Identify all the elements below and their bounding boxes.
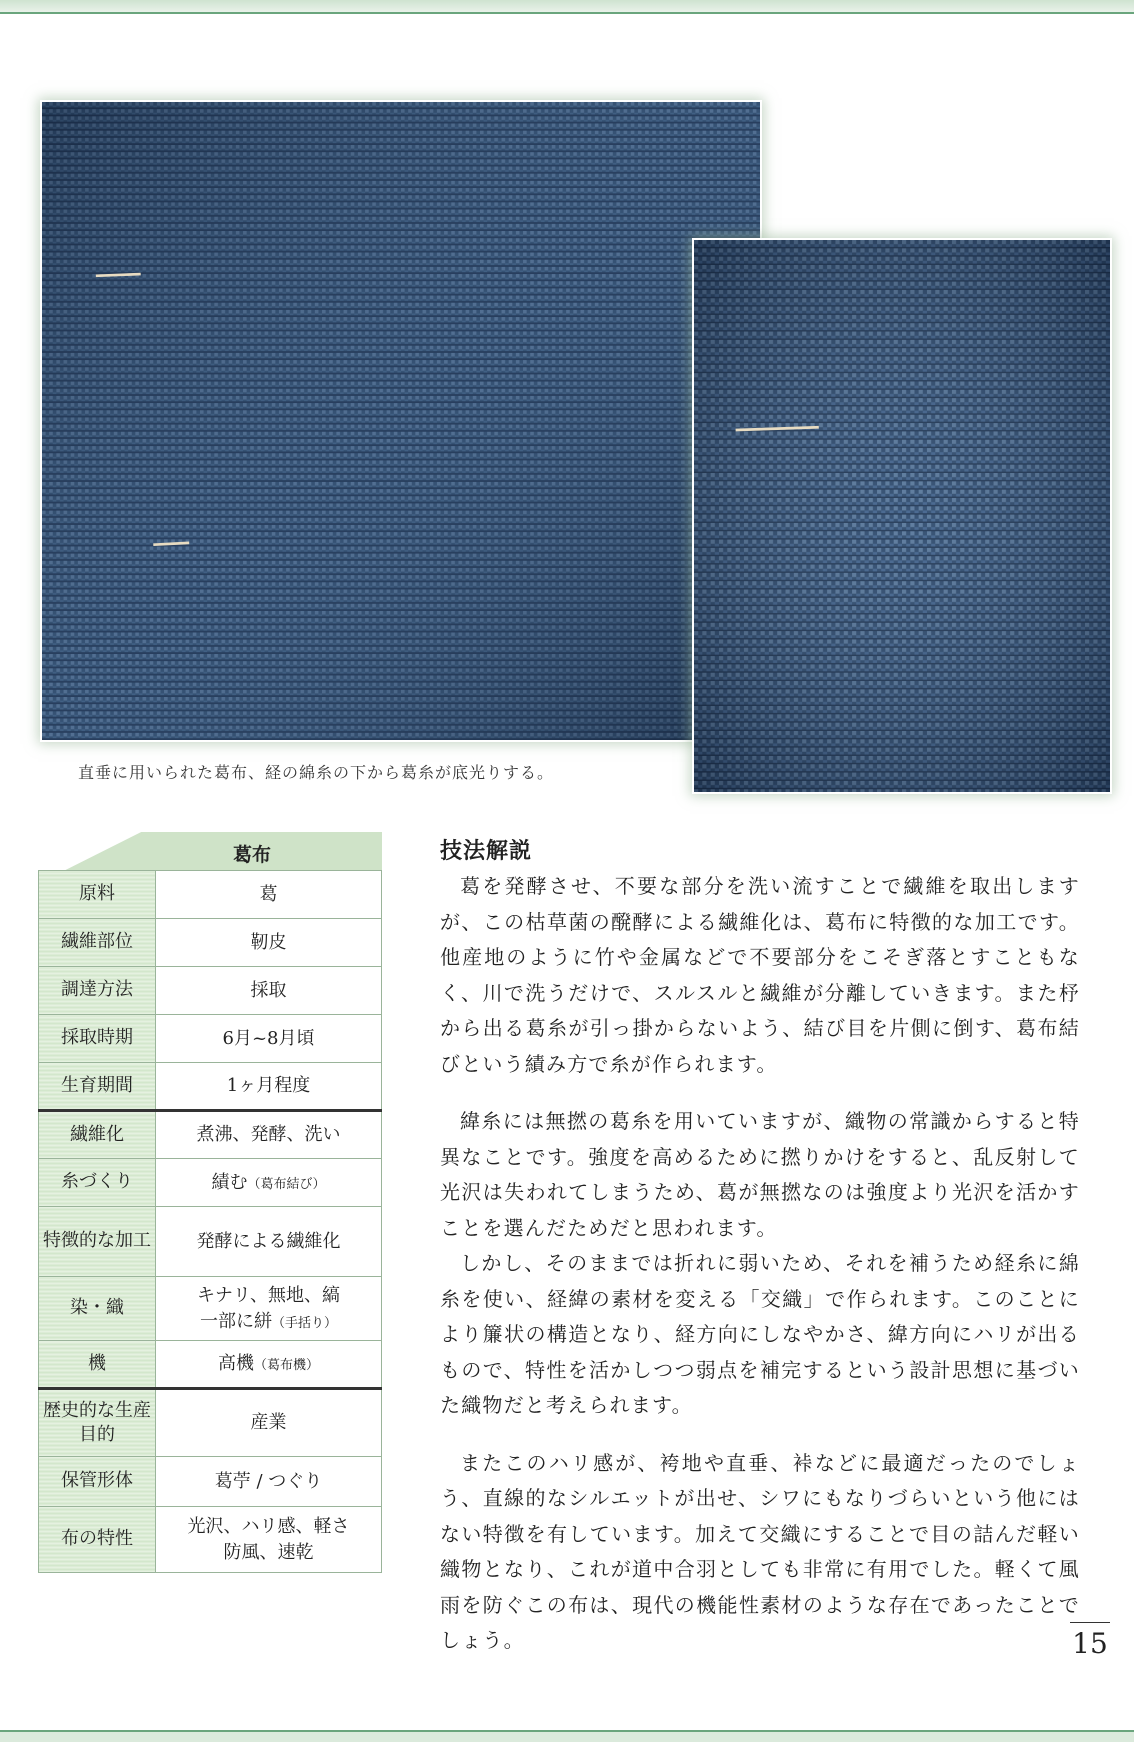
row-label: 調達方法: [39, 967, 156, 1015]
row-label: 布の特性: [39, 1507, 156, 1573]
row-label: 生育期間: [39, 1063, 156, 1111]
row-label: 繊維部位: [39, 919, 156, 967]
table-row: [39, 1277, 382, 1341]
row-value: 光沢、ハリ感、軽さ 防風、速乾: [156, 1507, 382, 1573]
table-row: [39, 1341, 382, 1389]
row-label: 染・織: [39, 1277, 156, 1341]
spec-table-title: 葛布: [232, 844, 271, 866]
article-paragraph: 葛を発酵させ、不要な部分を洗い流すことで繊維を取出しますが、この枯草菌の醗酵による繊維化は、葛布に特徴的な加工です。他産地のように竹や金属などで不要部分をこそぎ落とすこともなく、川で洗うだけで、スルスルと繊維が分離していきます。また杼から出る葛糸が引っ掛からないよう、結び目を片側に倒す、葛布結びという績み方で糸が作られます。: [440, 874, 1080, 1076]
top-border: [0, 0, 1134, 14]
row-label: 歴史的な生産目的: [39, 1389, 156, 1457]
spec-table: [38, 832, 382, 1573]
table-row: [39, 1063, 382, 1111]
row-value: 煮沸、発酵、洗い: [156, 1111, 382, 1159]
table-row: [39, 1015, 382, 1063]
table-row: [39, 1389, 382, 1457]
article-heading: 技法解説: [440, 839, 533, 864]
row-value: 1ヶ月程度: [156, 1063, 382, 1111]
table-row: [39, 1457, 382, 1507]
article-paragraph: 緯糸には無撚の葛糸を用いていますが、織物の常識からすると特異なことです。強度を高めるために撚りかけをすると、乱反射して光沢は失われてしまうため、葛が無撚なのは強度より光沢を活かすことを選んだためだと思われます。: [440, 1109, 1080, 1240]
row-value: 葛苧 / つぐり: [156, 1457, 382, 1507]
table-row: [39, 1159, 382, 1207]
row-label: 原料: [39, 871, 156, 919]
row-label: 繊維化: [39, 1111, 156, 1159]
table-row: [39, 1111, 382, 1159]
row-value: 産業: [156, 1389, 382, 1457]
bottom-border: [0, 1730, 1134, 1742]
row-value: キナリ、無地、縞 一部に絣（手括り）: [156, 1277, 382, 1341]
article-paragraph: またこのハリ感が、袴地や直垂、裃などに最適だったのでしょう、直線的なシルエットが出せ、シワにもなりづらいという他にはない特徴を有しています。加えて交織にすることで目の詰んだ軽い織物となり、これが道中合羽としても非常に有用でした。軽くて風雨を防ぐこの布は、現代の機能性素材のような存在であったことでしょう。: [440, 1450, 1080, 1652]
row-value: 葛: [156, 871, 382, 919]
table-row: [39, 967, 382, 1015]
row-value: 靭皮: [156, 919, 382, 967]
table-row: [39, 1507, 382, 1573]
row-value: 高機（葛布機）: [156, 1341, 382, 1389]
row-label: 特徴的な加工: [39, 1207, 156, 1277]
spec-table-header: [38, 832, 382, 870]
photo-caption: 直垂に用いられた葛布、経の綿糸の下から葛糸が底光りする。: [78, 763, 555, 782]
table-row: [39, 1207, 382, 1277]
fabric-photo-detail: [694, 240, 1110, 792]
row-value: 6月~8月頃: [156, 1015, 382, 1063]
table-row: [39, 919, 382, 967]
article-paragraph: しかし、そのままでは折れに弱いため、それを補うため経糸に綿糸を使い、経緯の素材を変える「交織」で作られます。このことにより簾状の構造となり、経方向にしなやかさ、緯方向にハリが出るもので、特性を活かしつつ弱点を補完するという設計思想に基づいた織物だと考えられます。: [440, 1251, 1080, 1417]
fabric-photo-main: [42, 102, 760, 740]
row-label: 採取時期: [39, 1015, 156, 1063]
row-label: 保管形体: [39, 1457, 156, 1507]
row-label: 糸づくり: [39, 1159, 156, 1207]
table-row: [39, 871, 382, 919]
row-value: 績む（葛布結び）: [156, 1159, 382, 1207]
technique-article: [440, 834, 1080, 1659]
row-value: 発酵による繊維化: [156, 1207, 382, 1277]
row-label: 機: [39, 1341, 156, 1389]
row-value: 採取: [156, 967, 382, 1015]
page-number: 15: [1070, 1622, 1110, 1660]
